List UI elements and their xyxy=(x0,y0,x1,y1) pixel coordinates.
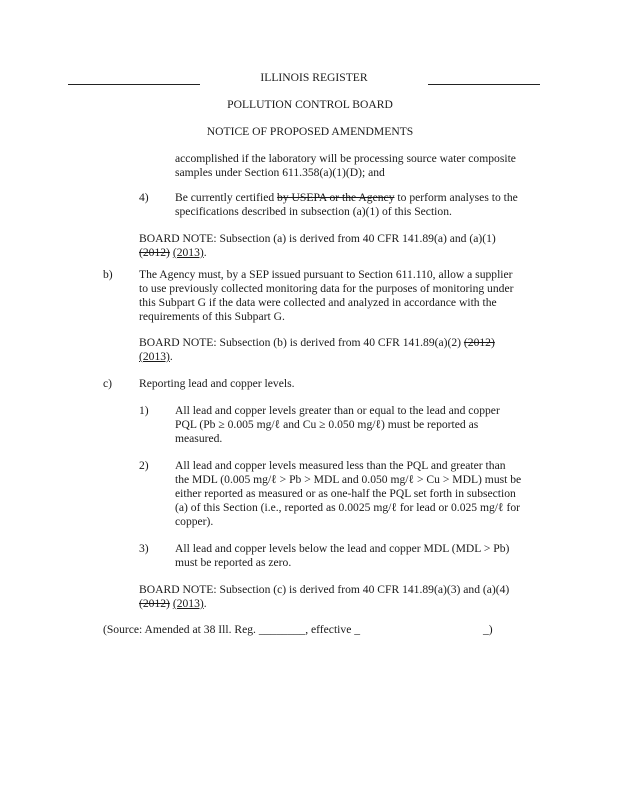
item-4-line-2: specifications described in subsection (a)(1) of this Section. xyxy=(175,205,452,218)
board-note-c-deleted-year: (2012) xyxy=(139,597,170,610)
board-note-b-line-2 xyxy=(139,350,173,364)
board-note-a-period: . xyxy=(203,246,207,259)
item-4-text-b: to perform analyses to the xyxy=(394,191,518,204)
board-note-b-period: . xyxy=(169,350,173,363)
section-c-title: Reporting lead and copper levels. xyxy=(139,377,295,390)
board-note-b-text: BOARD NOTE: Subsection (b) is derived from 40 CFR 141.89(a)(2) xyxy=(139,336,464,349)
item-4-text-a: Be currently certified xyxy=(175,191,278,204)
item-c3-line-1: All lead and copper levels below the lead and copper MDL (MDL > Pb) xyxy=(175,542,510,555)
board-note-b-line-1 xyxy=(139,336,495,350)
board-note-c-inserted-year: (2013) xyxy=(172,597,204,610)
item-c1-line-2: PQL (Pb ≥ 0.005 mg/ℓ and Cu ≥ 0.050 mg/ℓ) must be reported as xyxy=(175,418,479,431)
board-note-c-period: . xyxy=(203,597,207,610)
section-b-line-2: to use previously collected monitoring data for the purposes of monitoring under xyxy=(139,282,514,295)
section-b-line-3: this Subpart G if the data were collected and analyzed in accordance with the xyxy=(139,296,497,309)
continuation-line-2: samples under Section 611.358(a)(1)(D); and xyxy=(175,166,385,179)
board-note-a-deleted-year: (2012) xyxy=(139,246,170,259)
board-note-b-inserted-year: (2013) xyxy=(139,350,170,363)
board-note-c-line-2 xyxy=(139,597,207,611)
item-4-line-1 xyxy=(175,191,518,205)
item-c3-line-2: must be reported as zero. xyxy=(175,556,292,569)
register-title: ILLINOIS REGISTER xyxy=(200,71,428,85)
item-4-number: 4) xyxy=(139,191,149,204)
section-b-line-4: requirements of this Subpart G. xyxy=(139,310,285,323)
item-c2-line-3: either reported as measured or as one-half the PQL set forth in subsection xyxy=(175,487,516,500)
board-note-c-line-1: BOARD NOTE: Subsection (c) is derived from 40 CFR 141.89(a)(3) and (a)(4) xyxy=(139,583,510,596)
item-c1-line-1: All lead and copper levels greater than or equal to the lead and copper xyxy=(175,404,500,417)
item-c2-line-2: the MDL (0.005 mg/ℓ > Pb > MDL and 0.050 mg/ℓ > Cu > MDL) must be xyxy=(175,473,522,486)
item-c2-line-4: (a) of this Section (i.e., reported as 0.0025 mg/ℓ for lead or 0.025 mg/ℓ for xyxy=(175,501,520,514)
item-c2-line-1: All lead and copper levels measured less than the PQL and greater than xyxy=(175,459,506,472)
item-c1-line-3: measured. xyxy=(175,432,223,445)
item-c3-number: 3) xyxy=(139,542,149,555)
board-note-a-inserted-year: (2013) xyxy=(172,246,204,259)
board-note-a-line-2 xyxy=(139,246,207,260)
item-c2-line-5: copper). xyxy=(175,515,214,528)
board-note-a-line-1: BOARD NOTE: Subsection (a) is derived from 40 CFR 141.89(a) and (a)(1) xyxy=(139,232,496,245)
section-b-line-1: The Agency must, by a SEP issued pursuant to Section 611.110, allow a supplier xyxy=(139,268,513,281)
board-note-b-deleted-year: (2012) xyxy=(463,336,495,349)
continuation-line-1: accomplished if the laboratory will be processing source water composite xyxy=(175,152,516,165)
board-title: POLLUTION CONTROL BOARD xyxy=(227,98,393,111)
source-line-end: _) xyxy=(483,623,493,636)
item-c2-number: 2) xyxy=(139,459,149,472)
section-b-label: b) xyxy=(103,268,113,281)
notice-title: NOTICE OF PROPOSED AMENDMENTS xyxy=(206,125,414,138)
item-c1-number: 1) xyxy=(139,404,149,417)
section-c-label: c) xyxy=(103,377,113,390)
source-line: (Source: Amended at 38 Ill. Reg. ________, effective _ xyxy=(103,623,361,636)
header-rule-left xyxy=(68,84,100,85)
item-4-deleted-text: by USEPA or the Agency xyxy=(277,191,395,204)
